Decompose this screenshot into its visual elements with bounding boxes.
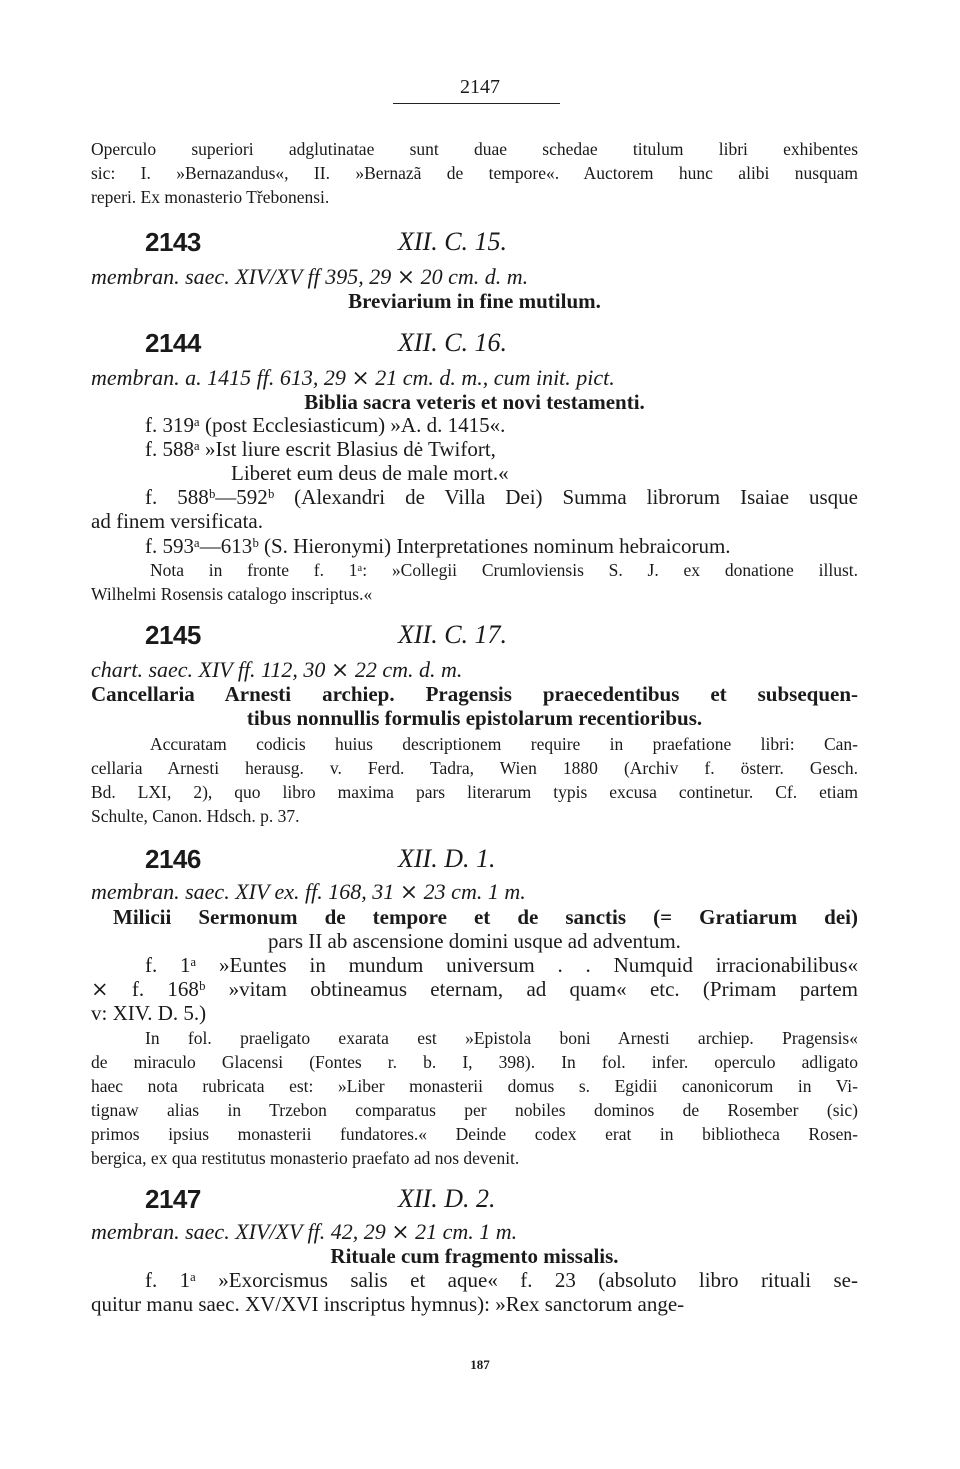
note-line: bergica, ex qua restitutus monasterio praefato ad nos devenit. <box>91 1148 520 1168</box>
shelfmark: XII. C. 17. <box>398 620 508 649</box>
content-line: v: XIV. D. 5.) <box>91 1001 207 1025</box>
note-line: primos ipsius monasterii fundatores.« Deinde codex erat in bibliotheca Rosen- <box>91 1124 858 1144</box>
entry-number: 2143 <box>145 227 201 257</box>
note-line: haec nota rubricata est: »Liber monasterii domus s. Egidii canonicorum in Vi- <box>91 1076 858 1096</box>
content-line: f. 1ᵃ »Exorcismus salis et aque« f. 23 (absoluto libro rituali se- <box>145 1268 858 1292</box>
note-line: Schulte, Canon. Hdsch. p. 37. <box>91 806 300 826</box>
physical-description: membran. a. 1415 ff. 613, 29 ⨯ 21 cm. d. m., cum init. pict. <box>91 365 615 390</box>
note-line: tignaw alias in Trzebon comparatus per nobiles dominos de Rosember (sic) <box>91 1100 858 1120</box>
entry-number: 2145 <box>145 620 201 650</box>
content-line: ⨯ f. 168ᵇ »vitam obtineamus eternam, ad quam« etc. (Primam partem <box>91 977 858 1001</box>
note-line: Wilhelmi Rosensis catalogo inscriptus.« <box>91 584 373 604</box>
intro-line: Operculo superiori adglutinatae sunt duae schedae titulum libri exhibentes <box>91 139 858 159</box>
content-line: ad finem versificata. <box>91 509 263 533</box>
intro-line: sic: I. »Bernazandus«, II. »Bernazã de tempore«. Auctorem hunc alibi nusquam <box>91 163 858 183</box>
content-line: f. 319ᵃ (post Ecclesiasticum) »A. d. 1415«. <box>145 413 506 437</box>
page-number: 2147 <box>460 76 500 98</box>
entry-number: 2144 <box>145 328 201 358</box>
entry-title: tibus nonnullis formulis epistolarum recentioribus. <box>246 706 703 730</box>
physical-description: membran. saec. XIV/XV ff. 42, 29 ⨯ 21 cm. 1 m. <box>91 1219 518 1244</box>
physical-description: membran. saec. XIV ex. ff. 168, 31 ⨯ 23 cm. 1 m. <box>91 879 526 904</box>
entry-title: Rituale cum fragmento missalis. <box>330 1244 619 1268</box>
entry-title: Cancellaria Arnesti archiep. Pragensis praecedentibus et subsequen- <box>91 682 858 706</box>
content-line: f. 588ᵇ—592ᵇ (Alexandri de Villa Dei) Summa librorum Isaiae usque <box>145 485 858 509</box>
entry-number: 2147 <box>145 1184 201 1214</box>
note-line: cellaria Arnesti herausg. v. Ferd. Tadra, Wien 1880 (Archiv f. österr. Gesch. <box>91 758 858 778</box>
folio-number: 187 <box>470 1357 490 1372</box>
intro-line: reperi. Ex monasterio Třebonensi. <box>91 187 330 207</box>
entry-title: Biblia sacra veteris et novi testamenti. <box>304 390 645 414</box>
note-line: de miraculo Glacensi (Fontes r. b. I, 398). In fol. infer. operculo adligato <box>91 1052 858 1072</box>
note-line: Nota in fronte f. 1ᵃ: »Collegii Crumloviensis S. J. ex donatione illust. <box>150 560 858 580</box>
shelfmark: XII. C. 15. <box>398 227 508 256</box>
content-line: f. 1ᵃ »Euntes in mundum universum . . Numquid irracionabilibus« <box>145 953 858 977</box>
entry-number: 2146 <box>145 844 201 874</box>
physical-description: chart. saec. XIV ff. 112, 30 ⨯ 22 cm. d. m. <box>91 657 463 682</box>
content-line: quitur manu saec. XV/XVI inscriptus hymnus): »Rex sanctorum ange- <box>91 1292 685 1316</box>
entry-title: Breviarium in fine mutilum. <box>348 289 601 313</box>
physical-description: membran. saec. XIV/XV ff 395, 29 ⨯ 20 cm. d. m. <box>91 264 529 289</box>
shelfmark: XII. D. 1. <box>398 844 496 873</box>
entry-title: Milicii Sermonum de tempore et de sanctis (= Gratiarum dei) <box>113 905 858 929</box>
content-line: f. 588ᵃ »Ist liure escrit Blasius dė Twifort, <box>145 437 496 461</box>
content-line: f. 593ᵃ—613ᵇ (S. Hieronymi) Interpretationes nominum hebraicorum. <box>145 534 731 558</box>
note-line: In fol. praeligato exarata est »Epistola boni Arnesti archiep. Pragensis« <box>145 1028 858 1048</box>
shelfmark: XII. D. 2. <box>398 1184 496 1213</box>
shelfmark: XII. C. 16. <box>398 328 508 357</box>
entry-title: pars II ab ascensione domini usque ad adventum. <box>268 929 681 953</box>
note-line: Bd. LXI, 2), quo libro maxima pars literarum typis excusa continetur. Cf. etiam <box>91 782 858 802</box>
header-rule <box>393 103 560 104</box>
content-line: Liberet eum deus de male mort.« <box>231 461 509 485</box>
note-line: Accuratam codicis huius descriptionem require in praefatione libri: Can- <box>150 734 858 754</box>
